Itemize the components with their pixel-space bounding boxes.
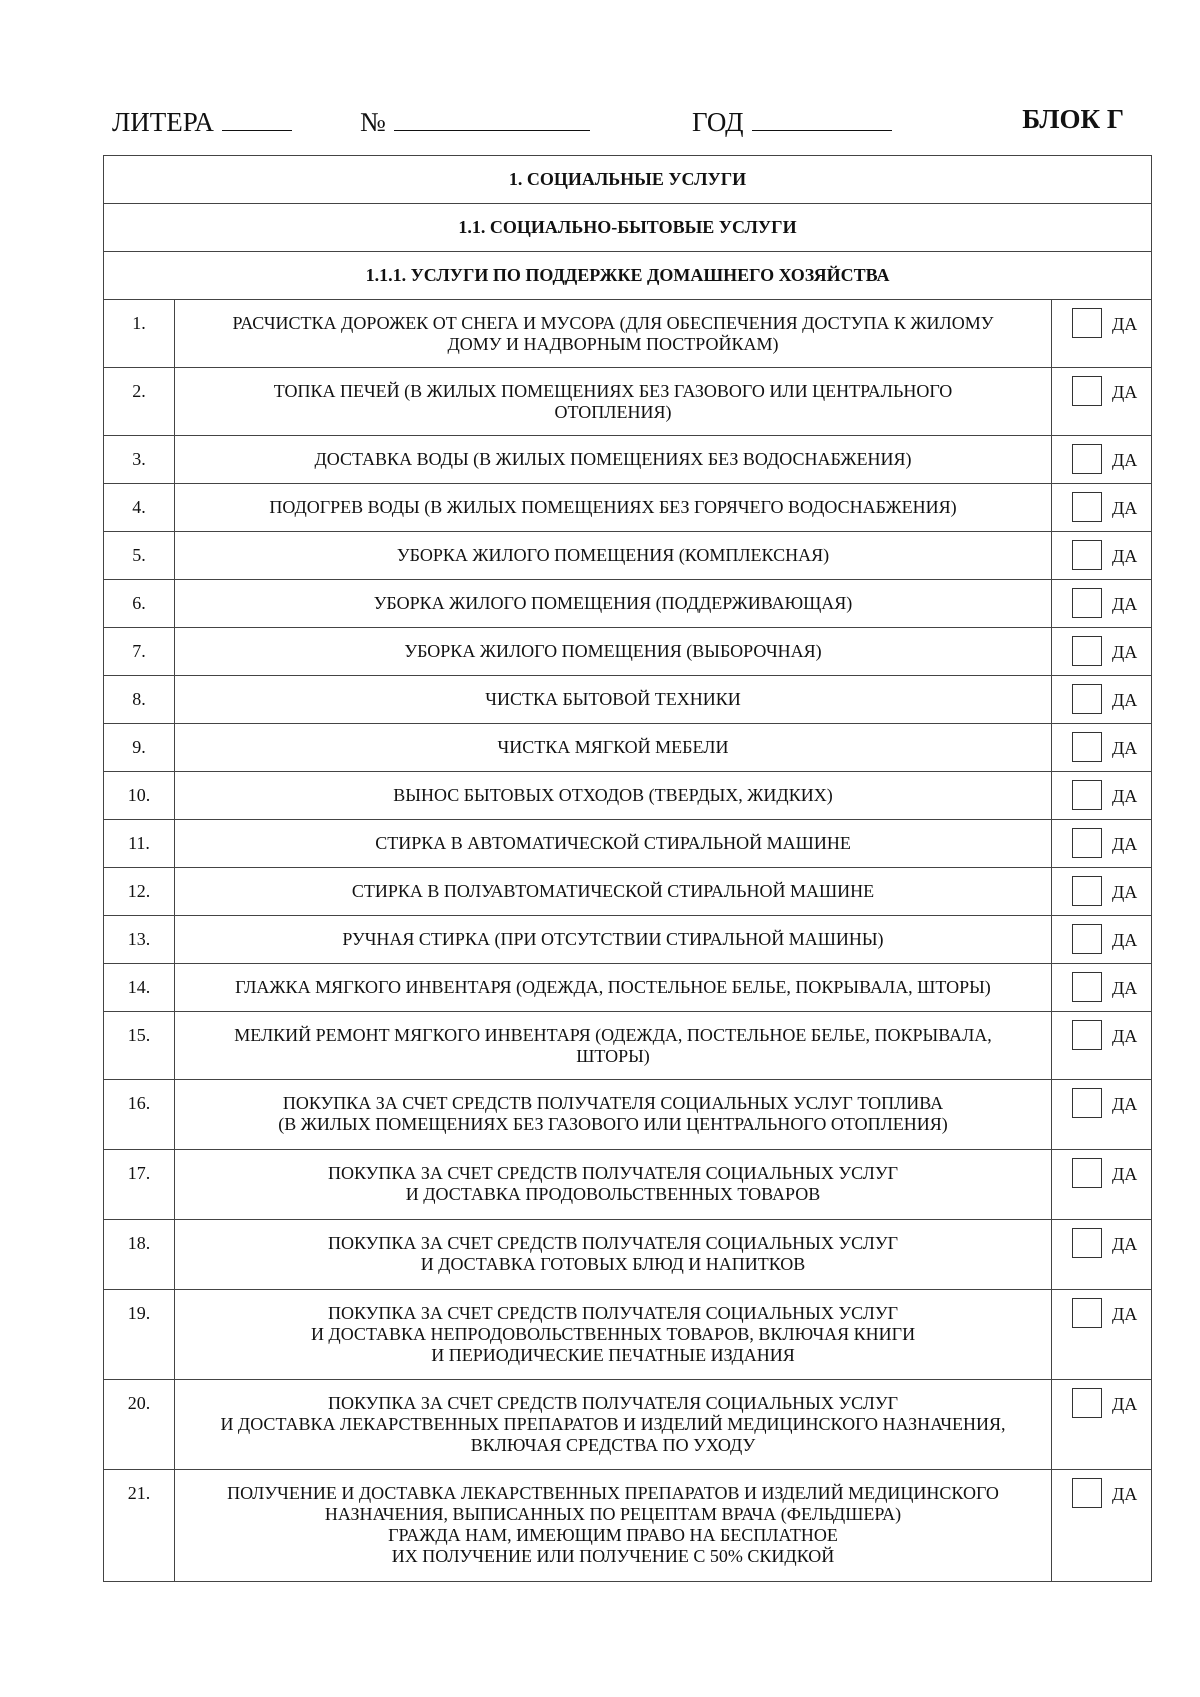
yes-option	[1052, 916, 1151, 954]
service-description-line: УБОРКА ЖИЛОГО ПОМЕЩЕНИЯ (ПОДДЕРЖИВАЮЩАЯ)	[373, 593, 853, 613]
row-number: 14.	[127, 977, 151, 997]
row-number-cell	[104, 916, 175, 964]
yes-label: ДА	[1112, 1164, 1138, 1184]
yes-checkbox-cell	[1052, 772, 1152, 820]
yes-option	[1052, 1150, 1151, 1188]
service-description-line: РАСЧИСТКА ДОРОЖЕК ОТ СНЕГА И МУСОРА (ДЛЯ ОБЕСПЕЧЕНИЯ ДОСТУПА К ЖИЛОМУ	[232, 313, 994, 333]
service-description-line: И ДОСТАВКА ГОТОВЫХ БЛЮД И НАПИТКОВ	[420, 1254, 806, 1274]
service-description-line: И ДОСТАВКА НЕПРОДОВОЛЬСТВЕННЫХ ТОВАРОВ, ВКЛЮЧАЯ КНИГИ	[310, 1324, 916, 1344]
service-description-cell	[175, 580, 1052, 628]
row-number-cell	[104, 1150, 175, 1220]
yes-option	[1052, 1290, 1151, 1328]
service-description	[185, 1290, 1041, 1366]
service-row	[104, 964, 1152, 1012]
service-description-cell	[175, 628, 1052, 676]
service-description-line: ГЛАЖКА МЯГКОГО ИНВЕНТАРЯ (ОДЕЖДА, ПОСТЕЛЬНОЕ БЕЛЬЕ, ПОКРЫВАЛА, ШТОРЫ)	[235, 977, 991, 997]
service-description-cell	[175, 300, 1052, 368]
row-number-cell	[104, 628, 175, 676]
service-row	[104, 1150, 1152, 1220]
row-number: 19.	[127, 1303, 151, 1323]
row-number-cell	[104, 1220, 175, 1290]
yes-checkbox[interactable]	[1072, 684, 1102, 714]
yes-option	[1052, 1220, 1151, 1258]
row-number: 18.	[127, 1233, 151, 1253]
yes-option	[1052, 1012, 1151, 1050]
service-description	[185, 628, 1041, 662]
section-row	[104, 156, 1152, 204]
service-description	[185, 820, 1041, 854]
service-description-line: ПОКУПКА ЗА СЧЕТ СРЕДСТВ ПОЛУЧАТЕЛЯ СОЦИАЛЬНЫХ УСЛУГ	[328, 1393, 898, 1413]
row-number-cell	[104, 436, 175, 484]
yes-checkbox[interactable]	[1072, 780, 1102, 810]
row-number-cell	[104, 484, 175, 532]
yes-checkbox-cell	[1052, 532, 1152, 580]
service-row	[104, 916, 1152, 964]
row-number: 7.	[132, 641, 146, 661]
service-description-cell	[175, 772, 1052, 820]
service-description-line: ДОСТАВКА ВОДЫ (В ЖИЛЫХ ПОМЕЩЕНИЯХ БЕЗ ВОДОСНАБЖЕНИЯ)	[314, 449, 912, 469]
service-description-line: ШТОРЫ)	[576, 1046, 650, 1066]
number-label: №	[360, 107, 386, 137]
yes-option	[1052, 1380, 1151, 1418]
service-description	[185, 436, 1041, 470]
row-number-cell	[104, 868, 175, 916]
yes-checkbox-cell	[1052, 1470, 1152, 1582]
yes-option	[1052, 964, 1151, 1002]
service-row	[104, 1080, 1152, 1150]
yes-checkbox[interactable]	[1072, 540, 1102, 570]
service-row	[104, 1380, 1152, 1470]
row-number-cell	[104, 300, 175, 368]
service-description-line: И ДОСТАВКА ЛЕКАРСТВЕННЫХ ПРЕПАРАТОВ И ИЗДЕЛИЙ МЕДИЦИНСКОГО НАЗНАЧЕНИЯ,	[220, 1414, 1006, 1434]
litera-field	[112, 104, 292, 138]
yes-option	[1052, 484, 1151, 522]
row-number: 9.	[132, 737, 146, 757]
service-description-line: УБОРКА ЖИЛОГО ПОМЕЩЕНИЯ (КОМПЛЕКСНАЯ)	[396, 545, 830, 565]
service-description-line: ПОКУПКА ЗА СЧЕТ СРЕДСТВ ПОЛУЧАТЕЛЯ СОЦИАЛЬНЫХ УСЛУГ	[328, 1303, 898, 1323]
yes-option	[1052, 1470, 1151, 1508]
yes-checkbox-cell	[1052, 368, 1152, 436]
service-row	[104, 676, 1152, 724]
yes-checkbox[interactable]	[1072, 732, 1102, 762]
yes-checkbox-cell	[1052, 1080, 1152, 1150]
services-table	[103, 155, 1152, 1582]
service-description	[185, 484, 1041, 518]
yes-label: ДА	[1112, 738, 1138, 758]
yes-checkbox[interactable]	[1072, 828, 1102, 858]
service-description-line: ВКЛЮЧАЯ СРЕДСТВА ПО УХОДУ	[470, 1435, 756, 1455]
service-description	[185, 724, 1041, 758]
section-title: 1. СОЦИАЛЬНЫЕ УСЛУГИ	[104, 156, 1152, 204]
yes-checkbox-cell	[1052, 676, 1152, 724]
service-description-cell	[175, 368, 1052, 436]
service-row	[104, 1012, 1152, 1080]
service-description-cell	[175, 1380, 1052, 1470]
yes-label: ДА	[1112, 1484, 1138, 1504]
yes-checkbox-cell	[1052, 580, 1152, 628]
service-description-line: ПОЛУЧЕНИЕ И ДОСТАВКА ЛЕКАРСТВЕННЫХ ПРЕПАРАТОВ И ИЗДЕЛИЙ МЕДИЦИНСКОГО	[227, 1483, 999, 1503]
yes-option	[1052, 1080, 1151, 1118]
yes-option	[1052, 580, 1151, 618]
yes-checkbox-cell	[1052, 868, 1152, 916]
row-number-cell	[104, 1012, 175, 1080]
service-description-cell	[175, 1080, 1052, 1150]
service-description-line: РУЧНАЯ СТИРКА (ПРИ ОТСУТСТВИИ СТИРАЛЬНОЙ МАШИНЫ)	[342, 929, 884, 949]
yes-label: ДА	[1112, 498, 1138, 518]
yes-option	[1052, 868, 1151, 906]
service-description-cell	[175, 484, 1052, 532]
service-description-cell	[175, 1150, 1052, 1220]
service-description	[185, 1470, 1041, 1567]
service-description	[185, 1012, 1041, 1067]
row-number-cell	[104, 1290, 175, 1380]
yes-option	[1052, 820, 1151, 858]
yes-label: ДА	[1112, 834, 1138, 854]
yes-label: ДА	[1112, 1394, 1138, 1414]
yes-checkbox[interactable]	[1072, 492, 1102, 522]
service-row	[104, 772, 1152, 820]
yes-label: ДА	[1112, 786, 1138, 806]
service-description-cell	[175, 676, 1052, 724]
row-number: 15.	[127, 1025, 151, 1045]
yes-option	[1052, 368, 1151, 406]
row-number-cell	[104, 964, 175, 1012]
yes-checkbox-cell	[1052, 1012, 1152, 1080]
row-number-cell	[104, 724, 175, 772]
service-description-line: ПОКУПКА ЗА СЧЕТ СРЕДСТВ ПОЛУЧАТЕЛЯ СОЦИАЛЬНЫХ УСЛУГ	[328, 1233, 898, 1253]
row-number-cell	[104, 1380, 175, 1470]
yes-checkbox[interactable]	[1072, 876, 1102, 906]
service-description-line: И ПЕРИОДИЧЕСКИЕ ПЕЧАТНЫЕ ИЗДАНИЯ	[431, 1345, 795, 1365]
service-description-line: ВЫНОС БЫТОВЫХ ОТХОДОВ (ТВЕРДЫХ, ЖИДКИХ)	[393, 785, 833, 805]
yes-label: ДА	[1112, 1026, 1138, 1046]
service-description-line: ТОПКА ПЕЧЕЙ (В ЖИЛЫХ ПОМЕЩЕНИЯХ БЕЗ ГАЗОВОГО ИЛИ ЦЕНТРАЛЬНОГО	[273, 381, 953, 401]
row-number: 16.	[127, 1093, 151, 1113]
service-row	[104, 532, 1152, 580]
row-number: 10.	[127, 785, 151, 805]
service-description-line: СТИРКА В АВТОМАТИЧЕСКОЙ СТИРАЛЬНОЙ МАШИНЕ	[375, 833, 851, 853]
service-row	[104, 1290, 1152, 1380]
yes-checkbox-cell	[1052, 964, 1152, 1012]
service-description	[185, 772, 1041, 806]
yes-checkbox-cell	[1052, 724, 1152, 772]
form-header	[112, 104, 1124, 144]
service-description-cell	[175, 1470, 1052, 1582]
service-description	[185, 368, 1041, 423]
service-description-line: ПОКУПКА ЗА СЧЕТ СРЕДСТВ ПОЛУЧАТЕЛЯ СОЦИАЛЬНЫХ УСЛУГ ТОПЛИВА	[282, 1093, 944, 1113]
yes-option	[1052, 628, 1151, 666]
service-description-line: ОТОПЛЕНИЯ)	[554, 402, 672, 422]
yes-option	[1052, 436, 1151, 474]
yes-label: ДА	[1112, 882, 1138, 902]
yes-option	[1052, 724, 1151, 762]
row-number: 1.	[132, 313, 146, 333]
yes-checkbox[interactable]	[1072, 1020, 1102, 1050]
yes-option	[1052, 676, 1151, 714]
service-description-cell	[175, 436, 1052, 484]
yes-checkbox[interactable]	[1072, 376, 1102, 406]
service-description-cell	[175, 916, 1052, 964]
service-row	[104, 820, 1152, 868]
yes-checkbox[interactable]	[1072, 444, 1102, 474]
yes-option	[1052, 300, 1151, 338]
service-description-line: ГРАЖДА НАМ, ИМЕЮЩИМ ПРАВО НА БЕСПЛАТНОЕ	[388, 1525, 838, 1545]
service-description-cell	[175, 1012, 1052, 1080]
service-description	[185, 676, 1041, 710]
row-number-cell	[104, 676, 175, 724]
yes-checkbox-cell	[1052, 1290, 1152, 1380]
year-label: ГОД	[692, 107, 744, 137]
row-number: 5.	[132, 545, 146, 565]
service-description-line: СТИРКА В ПОЛУАВТОМАТИЧЕСКОЙ СТИРАЛЬНОЙ МАШИНЕ	[351, 881, 875, 901]
block-label: БЛОК Г	[1022, 104, 1124, 134]
yes-checkbox-cell	[1052, 1150, 1152, 1220]
service-row	[104, 1220, 1152, 1290]
row-number: 8.	[132, 689, 146, 709]
row-number: 13.	[127, 929, 151, 949]
service-description-cell	[175, 1220, 1052, 1290]
service-description-cell	[175, 1290, 1052, 1380]
row-number-cell	[104, 368, 175, 436]
service-description-line: НАЗНАЧЕНИЯ, ВЫПИСАННЫХ ПО РЕЦЕПТАМ ВРАЧА (ФЕЛЬДШЕРА)	[324, 1504, 902, 1524]
yes-checkbox[interactable]	[1072, 972, 1102, 1002]
yes-checkbox-cell	[1052, 484, 1152, 532]
service-description	[185, 1220, 1041, 1275]
service-description-line: ДОМУ И НАДВОРНЫМ ПОСТРОЙКАМ)	[447, 334, 779, 354]
row-number: 17.	[127, 1163, 151, 1183]
yes-checkbox[interactable]	[1072, 1388, 1102, 1418]
row-number-cell	[104, 820, 175, 868]
row-number-cell	[104, 1080, 175, 1150]
service-row	[104, 724, 1152, 772]
service-row	[104, 300, 1152, 368]
yes-checkbox-cell	[1052, 300, 1152, 368]
yes-option	[1052, 532, 1151, 570]
row-number-cell	[104, 580, 175, 628]
service-description	[185, 1150, 1041, 1205]
row-number-cell	[104, 532, 175, 580]
service-description-line: ИХ ПОЛУЧЕНИЕ ИЛИ ПОЛУЧЕНИЕ С 50% СКИДКОЙ	[391, 1546, 835, 1566]
row-number: 21.	[127, 1483, 151, 1503]
service-row	[104, 868, 1152, 916]
service-description	[185, 916, 1041, 950]
yes-checkbox-cell	[1052, 916, 1152, 964]
row-number: 6.	[132, 593, 146, 613]
service-description	[185, 300, 1041, 355]
year-input[interactable]	[752, 104, 892, 131]
service-description-line: ПОДОГРЕВ ВОДЫ (В ЖИЛЫХ ПОМЕЩЕНИЯХ БЕЗ ГОРЯЧЕГО ВОДОСНАБЖЕНИЯ)	[269, 497, 957, 517]
service-description-cell	[175, 532, 1052, 580]
yes-label: ДА	[1112, 546, 1138, 566]
service-description-line: ПОКУПКА ЗА СЧЕТ СРЕДСТВ ПОЛУЧАТЕЛЯ СОЦИАЛЬНЫХ УСЛУГ	[328, 1163, 898, 1183]
yes-checkbox-cell	[1052, 820, 1152, 868]
service-description	[185, 580, 1041, 614]
yes-label: ДА	[1112, 1304, 1138, 1324]
row-number: 2.	[132, 381, 146, 401]
service-row	[104, 1470, 1152, 1582]
litera-input[interactable]	[222, 104, 292, 131]
yes-label: ДА	[1112, 1234, 1138, 1254]
section-row	[104, 252, 1152, 300]
service-description-line: МЕЛКИЙ РЕМОНТ МЯГКОГО ИНВЕНТАРЯ (ОДЕЖДА, ПОСТЕЛЬНОЕ БЕЛЬЕ, ПОКРЫВАЛА,	[234, 1025, 992, 1045]
service-row	[104, 436, 1152, 484]
service-row	[104, 580, 1152, 628]
service-description-cell	[175, 964, 1052, 1012]
section-row	[104, 204, 1152, 252]
service-description-line: И ДОСТАВКА ПРОДОВОЛЬСТВЕННЫХ ТОВАРОВ	[405, 1184, 821, 1204]
yes-checkbox[interactable]	[1072, 1298, 1102, 1328]
service-description-line: ЧИСТКА БЫТОВОЙ ТЕХНИКИ	[485, 689, 741, 709]
subsection-title: 1.1. СОЦИАЛЬНО-БЫТОВЫЕ УСЛУГИ	[104, 204, 1152, 252]
yes-checkbox[interactable]	[1072, 1478, 1102, 1508]
yes-checkbox[interactable]	[1072, 1158, 1102, 1188]
service-description-line: УБОРКА ЖИЛОГО ПОМЕЩЕНИЯ (ВЫБОРОЧНАЯ)	[404, 641, 822, 661]
litera-label: ЛИТЕРА	[112, 107, 214, 137]
yes-label: ДА	[1112, 642, 1138, 662]
yes-checkbox-cell	[1052, 1220, 1152, 1290]
yes-label: ДА	[1112, 978, 1138, 998]
number-field	[360, 104, 590, 138]
yes-label: ДА	[1112, 594, 1138, 614]
service-description	[185, 868, 1041, 902]
row-number: 11.	[128, 833, 150, 853]
yes-checkbox[interactable]	[1072, 636, 1102, 666]
yes-label: ДА	[1112, 382, 1138, 402]
service-row	[104, 484, 1152, 532]
yes-option	[1052, 772, 1151, 810]
yes-label: ДА	[1112, 1094, 1138, 1114]
service-description	[185, 532, 1041, 566]
service-description	[185, 1380, 1041, 1456]
service-description	[185, 1080, 1041, 1135]
yes-label: ДА	[1112, 450, 1138, 470]
row-number: 12.	[127, 881, 151, 901]
year-field	[692, 104, 892, 138]
yes-label: ДА	[1112, 930, 1138, 950]
number-input[interactable]	[394, 104, 590, 131]
row-number-cell	[104, 1470, 175, 1582]
row-number: 20.	[127, 1393, 151, 1413]
service-row	[104, 368, 1152, 436]
yes-checkbox-cell	[1052, 628, 1152, 676]
subsubsection-title: 1.1.1. УСЛУГИ ПО ПОДДЕРЖКЕ ДОМАШНЕГО ХОЗЯЙСТВА	[104, 252, 1152, 300]
service-description	[185, 964, 1041, 998]
service-description-line: ЧИСТКА МЯГКОЙ МЕБЕЛИ	[497, 737, 729, 757]
yes-checkbox[interactable]	[1072, 924, 1102, 954]
row-number-cell	[104, 772, 175, 820]
yes-label: ДА	[1112, 314, 1138, 334]
yes-checkbox[interactable]	[1072, 308, 1102, 338]
yes-checkbox[interactable]	[1072, 588, 1102, 618]
row-number: 3.	[132, 449, 146, 469]
service-description-cell	[175, 724, 1052, 772]
service-row	[104, 628, 1152, 676]
service-description-cell	[175, 868, 1052, 916]
row-number: 4.	[132, 497, 146, 517]
yes-checkbox-cell	[1052, 1380, 1152, 1470]
service-description-cell	[175, 820, 1052, 868]
yes-checkbox-cell	[1052, 436, 1152, 484]
service-description-line: (В ЖИЛЫХ ПОМЕЩЕНИЯХ БЕЗ ГАЗОВОГО ИЛИ ЦЕНТРАЛЬНОГО ОТОПЛЕНИЯ)	[278, 1114, 948, 1134]
yes-label: ДА	[1112, 690, 1138, 710]
yes-checkbox[interactable]	[1072, 1228, 1102, 1258]
yes-checkbox[interactable]	[1072, 1088, 1102, 1118]
